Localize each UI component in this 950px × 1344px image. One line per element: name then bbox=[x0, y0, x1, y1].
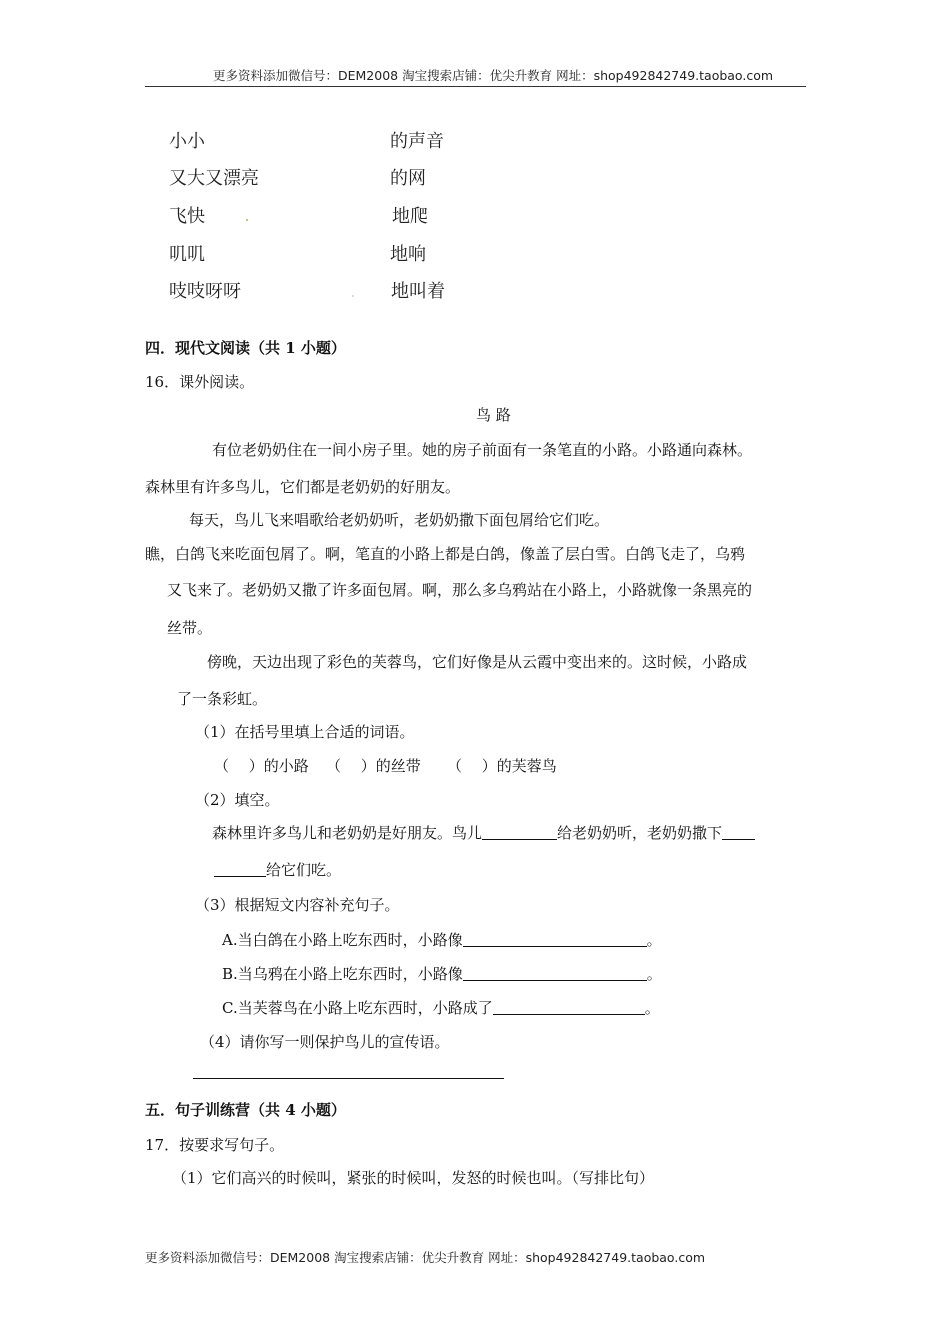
answer-blank[interactable] bbox=[722, 825, 755, 840]
passage-text: 瞧，白鸽飞来吃面包屑了。啊，笔直的小路上都是白鸽，像盖了层白雪。白鸽飞走了，乌鸦 bbox=[145, 545, 746, 563]
match-left-4: 叽叽 bbox=[169, 244, 205, 265]
answer-blank[interactable] bbox=[482, 825, 557, 840]
match-right-5: 地叫着 bbox=[391, 281, 445, 302]
question-17: 17．按要求写句子。 bbox=[145, 1136, 285, 1154]
sub-question-3: （3）根据短文内容补充句子。 bbox=[195, 896, 400, 914]
answer-line[interactable] bbox=[193, 1078, 504, 1079]
sub-question-4: （4）请你写一则保护鸟儿的宣传语。 bbox=[200, 1033, 450, 1051]
passage-text: 有位老奶奶住在一间小房子里。她的房子前面有一条笔直的小路。小路通向森林。 bbox=[212, 441, 753, 459]
fill-blank-item: （ ）的小路 bbox=[214, 757, 309, 775]
match-right-3: 地爬 bbox=[392, 206, 428, 227]
fill-sentence bbox=[214, 859, 341, 880]
complete-sentence-c bbox=[222, 997, 660, 1018]
page-footer: 更多资料添加微信号：DEM2008 淘宝搜索店铺：优尖升教育 网址：shop492842749.taobao.com bbox=[145, 1250, 706, 1265]
fill-sentence-text: 森林里许多鸟儿和老奶奶是好朋友。鸟儿 bbox=[212, 824, 483, 842]
match-dot bbox=[352, 295, 354, 297]
fill-blank-item: （ ）的丝带 bbox=[326, 757, 421, 775]
question-16: 16．课外阅读。 bbox=[145, 373, 255, 391]
match-right-4: 地响 bbox=[390, 244, 426, 265]
sentence-text: A.当白鸽在小路上吃东西时，小路像 bbox=[222, 931, 463, 949]
answer-blank[interactable] bbox=[214, 862, 266, 877]
match-right-2: 的网 bbox=[390, 168, 426, 189]
match-right-1: 的声音 bbox=[390, 131, 444, 152]
complete-sentence-a bbox=[222, 929, 662, 950]
sub-question-2: （2）填空。 bbox=[195, 791, 280, 809]
passage-text: 每天，鸟儿飞来唱歌给老奶奶听，老奶奶撒下面包屑给它们吃。 bbox=[189, 511, 610, 529]
passage-text: 傍晚，天边出现了彩色的芙蓉鸟，它们好像是从云霞中变出来的。这时候，小路成 bbox=[207, 653, 748, 671]
passage-text: 了一条彩虹。 bbox=[177, 690, 268, 708]
sub-question-17-1: （1）它们高兴的时候叫，紧张的时候叫，发怒的时候也叫。（写排比句） bbox=[172, 1169, 655, 1187]
passage-text: 丝带。 bbox=[167, 619, 213, 637]
fill-blank-item: （ ）的芙蓉鸟 bbox=[447, 757, 557, 775]
match-left-1: 小小 bbox=[169, 131, 205, 152]
sentence-end: 。 bbox=[646, 931, 662, 949]
answer-blank[interactable] bbox=[463, 966, 647, 981]
complete-sentence-b bbox=[222, 963, 662, 984]
sentence-end: 。 bbox=[646, 965, 662, 983]
answer-blank[interactable] bbox=[493, 1000, 645, 1015]
passage-text: 又飞来了。老奶奶又撒了许多面包屑。啊，那么多乌鸦站在小路上，小路就像一条黑亮的 bbox=[167, 581, 753, 599]
header-divider bbox=[145, 86, 806, 87]
match-left-3: 飞快 bbox=[169, 206, 205, 227]
passage-text: 森林里有许多鸟儿，它们都是老奶奶的好朋友。 bbox=[145, 478, 461, 496]
match-left-2: 又大又漂亮 bbox=[169, 168, 259, 189]
match-dot bbox=[246, 219, 248, 221]
answer-blank[interactable] bbox=[463, 932, 647, 947]
sub-question-1: （1）在括号里填上合适的词语。 bbox=[195, 723, 415, 741]
section-5-title: 五．句子训练营（共 4 小题） bbox=[145, 1101, 346, 1119]
fill-sentence-text: 给它们吃。 bbox=[266, 861, 342, 879]
match-left-5: 吱吱呀呀 bbox=[169, 281, 241, 302]
sentence-end: 。 bbox=[644, 999, 660, 1017]
fill-sentence bbox=[212, 822, 755, 843]
sentence-text: B.当乌鸦在小路上吃东西时，小路像 bbox=[222, 965, 463, 983]
sentence-text: C.当芙蓉鸟在小路上吃东西时，小路成了 bbox=[222, 999, 493, 1017]
fill-sentence-text: 给老奶奶听，老奶奶撒下 bbox=[557, 824, 723, 842]
page-header: 更多资料添加微信号：DEM2008 淘宝搜索店铺：优尖升教育 网址：shop492842749.taobao.com bbox=[213, 68, 774, 83]
passage-title: 鸟 路 bbox=[476, 406, 511, 424]
section-4-title: 四．现代文阅读（共 1 小题） bbox=[145, 339, 346, 357]
